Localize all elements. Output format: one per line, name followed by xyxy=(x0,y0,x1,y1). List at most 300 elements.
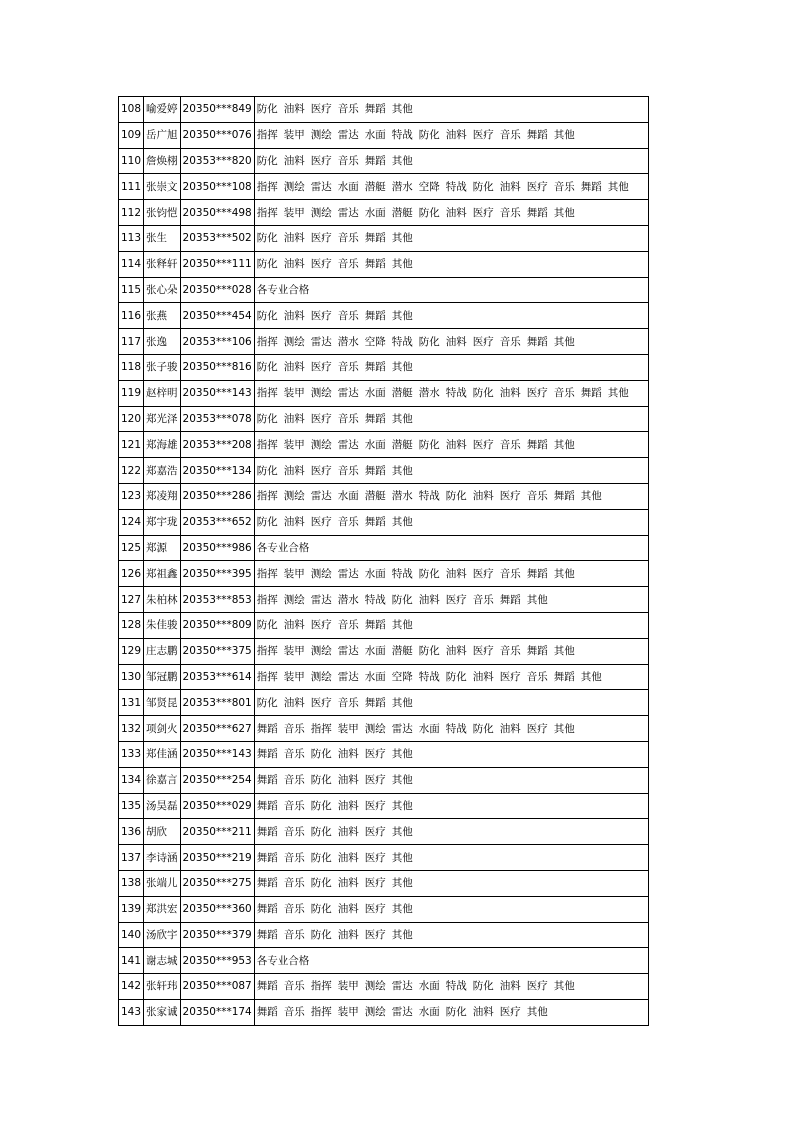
specialty-tag: 油料 xyxy=(337,825,359,838)
table-row xyxy=(119,122,649,148)
specialty-tag: 油料 xyxy=(337,928,359,941)
specialty-tag: 音乐 xyxy=(283,928,305,941)
specialty-list xyxy=(254,483,648,509)
specialty-tag: 装甲 xyxy=(283,129,305,142)
specialty-list xyxy=(254,380,648,406)
person-name: 徐嘉言 xyxy=(144,767,181,793)
specialty-tag: 水面 xyxy=(337,490,359,503)
specialty-tag: 医疗 xyxy=(499,1006,521,1019)
specialty-tag: 医疗 xyxy=(310,103,332,116)
specialty-tag: 音乐 xyxy=(499,129,521,142)
specialty-tag: 水面 xyxy=(337,180,359,193)
person-name: 汤欣宇 xyxy=(144,922,181,948)
specialty-tag: 医疗 xyxy=(310,464,332,477)
specialty-tag: 装甲 xyxy=(283,567,305,580)
specialty-tag: 其他 xyxy=(553,567,575,580)
table-row xyxy=(119,845,649,871)
row-number: 118 xyxy=(119,354,144,380)
specialty-tag: 特战 xyxy=(418,490,440,503)
table-row xyxy=(119,225,649,251)
specialty-tag: 油料 xyxy=(472,490,494,503)
specialty-tag: 其他 xyxy=(580,670,602,683)
specialty-tag: 水面 xyxy=(364,129,386,142)
specialty-tag: 音乐 xyxy=(499,206,521,219)
table-row xyxy=(119,690,649,716)
row-number: 110 xyxy=(119,148,144,174)
specialty-tag: 防化 xyxy=(256,361,278,374)
id-number: 20350***219 xyxy=(180,845,254,871)
row-number: 140 xyxy=(119,922,144,948)
specialty-tag: 医疗 xyxy=(310,619,332,632)
specialty-tag: 油料 xyxy=(472,1006,494,1019)
id-number: 20350***029 xyxy=(180,793,254,819)
id-number: 20350***108 xyxy=(180,174,254,200)
specialty-list xyxy=(254,535,648,561)
specialty-tag: 其他 xyxy=(391,928,413,941)
specialty-tag: 其他 xyxy=(391,696,413,709)
specialty-tag: 装甲 xyxy=(337,980,359,993)
specialty-tag: 舞蹈 xyxy=(364,619,386,632)
specialty-tag: 舞蹈 xyxy=(499,593,521,606)
specialty-list xyxy=(254,148,648,174)
specialty-tag: 其他 xyxy=(391,232,413,245)
specialty-tag: 医疗 xyxy=(310,361,332,374)
person-name: 张家诚 xyxy=(144,999,181,1025)
specialty-list xyxy=(254,406,648,432)
id-number: 20350***809 xyxy=(180,612,254,638)
specialty-tag: 舞蹈 xyxy=(580,387,602,400)
specialty-list xyxy=(254,664,648,690)
specialty-tag: 其他 xyxy=(391,103,413,116)
specialty-list xyxy=(254,922,648,948)
specialty-tag: 油料 xyxy=(283,154,305,167)
person-name: 项剑火 xyxy=(144,716,181,742)
id-number: 20350***286 xyxy=(180,483,254,509)
id-number: 20350***375 xyxy=(180,638,254,664)
specialty-tag: 舞蹈 xyxy=(364,696,386,709)
specialty-tag: 音乐 xyxy=(472,593,494,606)
specialty-tag: 测绘 xyxy=(283,180,305,193)
specialty-tag: 油料 xyxy=(283,258,305,271)
specialty-tag: 水面 xyxy=(418,722,440,735)
specialty-tag: 医疗 xyxy=(310,232,332,245)
specialty-tag: 其他 xyxy=(391,309,413,322)
table-row xyxy=(119,303,649,329)
specialty-list xyxy=(254,612,648,638)
specialty-tag: 其他 xyxy=(526,593,548,606)
id-number: 20350***849 xyxy=(180,97,254,123)
specialty-tag: 医疗 xyxy=(310,258,332,271)
specialty-tag: 音乐 xyxy=(337,361,359,374)
id-number: 20350***028 xyxy=(180,277,254,303)
specialty-tag: 音乐 xyxy=(337,103,359,116)
row-number: 108 xyxy=(119,97,144,123)
specialty-tag: 舞蹈 xyxy=(526,335,548,348)
specialty-tag: 音乐 xyxy=(283,877,305,890)
roster-body xyxy=(119,97,649,1026)
specialty-tag: 特战 xyxy=(445,387,467,400)
row-number: 133 xyxy=(119,741,144,767)
id-number: 20350***986 xyxy=(180,535,254,561)
table-row xyxy=(119,587,649,613)
id-number: 20353***078 xyxy=(180,406,254,432)
specialty-tag: 油料 xyxy=(337,851,359,864)
specialty-tag: 其他 xyxy=(607,180,629,193)
row-number: 125 xyxy=(119,535,144,561)
person-name: 喻爱婷 xyxy=(144,97,181,123)
specialty-tag: 防化 xyxy=(256,103,278,116)
specialty-tag: 油料 xyxy=(283,232,305,245)
specialty-list xyxy=(254,896,648,922)
specialty-list xyxy=(254,251,648,277)
id-number: 20350***379 xyxy=(180,922,254,948)
table-row xyxy=(119,638,649,664)
specialty-tag: 空降 xyxy=(364,335,386,348)
id-number: 20353***820 xyxy=(180,148,254,174)
specialty-tag: 医疗 xyxy=(472,645,494,658)
specialty-tag: 测绘 xyxy=(310,645,332,658)
specialty-list xyxy=(254,354,648,380)
table-row xyxy=(119,174,649,200)
table-row xyxy=(119,200,649,226)
table-row xyxy=(119,406,649,432)
table-row xyxy=(119,97,649,123)
specialty-tag: 特战 xyxy=(364,593,386,606)
specialty-tag: 音乐 xyxy=(283,903,305,916)
specialty-tag: 音乐 xyxy=(337,412,359,425)
table-row xyxy=(119,483,649,509)
specialty-tag: 医疗 xyxy=(472,438,494,451)
specialty-tag: 测绘 xyxy=(283,490,305,503)
row-number: 141 xyxy=(119,948,144,974)
specialty-tag: 舞蹈 xyxy=(553,490,575,503)
table-row xyxy=(119,999,649,1025)
specialty-tag: 水面 xyxy=(364,387,386,400)
id-number: 20350***076 xyxy=(180,122,254,148)
specialty-tag: 舞蹈 xyxy=(256,877,278,890)
specialty-tag: 防化 xyxy=(310,774,332,787)
row-number: 123 xyxy=(119,483,144,509)
specialty-tag: 指挥 xyxy=(256,335,278,348)
specialty-tag: 装甲 xyxy=(283,645,305,658)
specialty-list xyxy=(254,329,648,355)
specialty-tag: 指挥 xyxy=(256,670,278,683)
id-number: 20353***502 xyxy=(180,225,254,251)
specialty-tag: 水面 xyxy=(364,645,386,658)
specialty-tag: 医疗 xyxy=(445,593,467,606)
specialty-tag: 测绘 xyxy=(310,670,332,683)
person-name: 张子骏 xyxy=(144,354,181,380)
id-number: 20350***111 xyxy=(180,251,254,277)
specialty-list xyxy=(254,974,648,1000)
person-name: 张燕 xyxy=(144,303,181,329)
specialty-tag: 雷达 xyxy=(310,180,332,193)
specialty-tag: 其他 xyxy=(553,645,575,658)
specialty-tag: 舞蹈 xyxy=(256,799,278,812)
id-number: 20350***627 xyxy=(180,716,254,742)
specialty-tag: 油料 xyxy=(445,567,467,580)
specialty-tag: 各专业合格 xyxy=(256,283,310,296)
specialty-tag: 其他 xyxy=(553,980,575,993)
specialty-tag: 指挥 xyxy=(256,490,278,503)
specialty-tag: 测绘 xyxy=(283,335,305,348)
specialty-tag: 医疗 xyxy=(499,490,521,503)
specialty-tag: 油料 xyxy=(445,438,467,451)
table-row xyxy=(119,380,649,406)
specialty-tag: 油料 xyxy=(499,180,521,193)
specialty-tag: 雷达 xyxy=(391,980,413,993)
specialty-tag: 测绘 xyxy=(364,1006,386,1019)
specialty-tag: 油料 xyxy=(337,748,359,761)
specialty-tag: 医疗 xyxy=(310,412,332,425)
specialty-tag: 潜水 xyxy=(337,335,359,348)
specialty-tag: 防化 xyxy=(310,877,332,890)
table-row xyxy=(119,329,649,355)
specialty-tag: 音乐 xyxy=(337,154,359,167)
specialty-tag: 特战 xyxy=(445,180,467,193)
row-number: 130 xyxy=(119,664,144,690)
specialty-tag: 音乐 xyxy=(337,516,359,529)
table-row xyxy=(119,509,649,535)
specialty-tag: 其他 xyxy=(607,387,629,400)
row-number: 119 xyxy=(119,380,144,406)
specialty-tag: 医疗 xyxy=(526,387,548,400)
specialty-tag: 舞蹈 xyxy=(256,825,278,838)
specialty-tag: 防化 xyxy=(256,619,278,632)
specialty-list xyxy=(254,690,648,716)
specialty-list xyxy=(254,458,648,484)
specialty-tag: 舞蹈 xyxy=(580,180,602,193)
specialty-tag: 油料 xyxy=(445,129,467,142)
specialty-tag: 医疗 xyxy=(472,567,494,580)
row-number: 113 xyxy=(119,225,144,251)
specialty-tag: 舞蹈 xyxy=(364,258,386,271)
specialty-list xyxy=(254,122,648,148)
specialty-tag: 指挥 xyxy=(256,206,278,219)
specialty-tag: 测绘 xyxy=(364,980,386,993)
specialty-tag: 其他 xyxy=(391,825,413,838)
specialty-tag: 其他 xyxy=(391,619,413,632)
person-name: 詹焕栩 xyxy=(144,148,181,174)
specialty-tag: 医疗 xyxy=(364,748,386,761)
specialty-list xyxy=(254,561,648,587)
specialty-tag: 油料 xyxy=(283,516,305,529)
specialty-tag: 潜水 xyxy=(337,593,359,606)
person-name: 张端儿 xyxy=(144,870,181,896)
specialty-tag: 防化 xyxy=(418,567,440,580)
row-number: 137 xyxy=(119,845,144,871)
specialty-tag: 舞蹈 xyxy=(526,645,548,658)
specialty-tag: 指挥 xyxy=(310,1006,332,1019)
specialty-tag: 舞蹈 xyxy=(256,903,278,916)
specialty-tag: 音乐 xyxy=(499,567,521,580)
specialty-tag: 舞蹈 xyxy=(364,361,386,374)
specialty-tag: 潜艇 xyxy=(391,387,413,400)
specialty-tag: 音乐 xyxy=(283,1006,305,1019)
specialty-tag: 医疗 xyxy=(310,696,332,709)
specialty-list xyxy=(254,767,648,793)
row-number: 115 xyxy=(119,277,144,303)
specialty-tag: 指挥 xyxy=(256,387,278,400)
specialty-tag: 其他 xyxy=(391,799,413,812)
specialty-tag: 防化 xyxy=(418,206,440,219)
specialty-tag: 防化 xyxy=(310,928,332,941)
specialty-tag: 防化 xyxy=(418,129,440,142)
id-number: 20350***143 xyxy=(180,741,254,767)
table-row xyxy=(119,664,649,690)
specialty-tag: 其他 xyxy=(391,851,413,864)
person-name: 邹冠鹏 xyxy=(144,664,181,690)
specialty-tag: 防化 xyxy=(256,154,278,167)
row-number: 134 xyxy=(119,767,144,793)
specialty-tag: 舞蹈 xyxy=(364,103,386,116)
id-number: 20350***275 xyxy=(180,870,254,896)
specialty-tag: 测绘 xyxy=(310,129,332,142)
specialty-tag: 水面 xyxy=(418,980,440,993)
roster-table xyxy=(118,96,649,1026)
specialty-tag: 潜艇 xyxy=(391,645,413,658)
specialty-tag: 测绘 xyxy=(364,722,386,735)
specialty-tag: 水面 xyxy=(364,206,386,219)
person-name: 郑源 xyxy=(144,535,181,561)
person-name: 张钧恺 xyxy=(144,200,181,226)
specialty-list xyxy=(254,303,648,329)
specialty-tag: 潜水 xyxy=(391,180,413,193)
specialty-tag: 其他 xyxy=(391,154,413,167)
table-row xyxy=(119,354,649,380)
id-number: 20350***211 xyxy=(180,819,254,845)
specialty-tag: 潜艇 xyxy=(364,490,386,503)
specialty-tag: 装甲 xyxy=(283,438,305,451)
person-name: 张释轩 xyxy=(144,251,181,277)
specialty-tag: 雷达 xyxy=(337,206,359,219)
specialty-tag: 舞蹈 xyxy=(364,464,386,477)
person-name: 汤昊磊 xyxy=(144,793,181,819)
specialty-tag: 特战 xyxy=(418,670,440,683)
specialty-tag: 雷达 xyxy=(337,387,359,400)
specialty-tag: 测绘 xyxy=(310,567,332,580)
specialty-tag: 水面 xyxy=(364,670,386,683)
table-row xyxy=(119,896,649,922)
specialty-tag: 油料 xyxy=(283,103,305,116)
table-row xyxy=(119,458,649,484)
specialty-tag: 舞蹈 xyxy=(256,722,278,735)
specialty-tag: 舞蹈 xyxy=(364,516,386,529)
id-number: 20350***395 xyxy=(180,561,254,587)
specialty-tag: 其他 xyxy=(526,1006,548,1019)
specialty-tag: 油料 xyxy=(283,309,305,322)
specialty-tag: 防化 xyxy=(445,1006,467,1019)
specialty-tag: 音乐 xyxy=(337,309,359,322)
person-name: 岳广旭 xyxy=(144,122,181,148)
specialty-tag: 防化 xyxy=(391,593,413,606)
specialty-tag: 防化 xyxy=(472,980,494,993)
specialty-tag: 音乐 xyxy=(553,180,575,193)
person-name: 郑祖鑫 xyxy=(144,561,181,587)
row-number: 114 xyxy=(119,251,144,277)
specialty-list xyxy=(254,845,648,871)
specialty-tag: 测绘 xyxy=(310,387,332,400)
specialty-tag: 音乐 xyxy=(283,980,305,993)
id-number: 20350***454 xyxy=(180,303,254,329)
person-name: 朱佳骏 xyxy=(144,612,181,638)
table-row xyxy=(119,922,649,948)
specialty-tag: 音乐 xyxy=(283,748,305,761)
person-name: 张崇文 xyxy=(144,174,181,200)
specialty-tag: 雷达 xyxy=(337,567,359,580)
person-name: 郑宇珑 xyxy=(144,509,181,535)
table-row xyxy=(119,535,649,561)
id-number: 20350***498 xyxy=(180,200,254,226)
specialty-tag: 油料 xyxy=(418,593,440,606)
specialty-tag: 特战 xyxy=(391,335,413,348)
specialty-tag: 其他 xyxy=(580,490,602,503)
row-number: 121 xyxy=(119,432,144,458)
specialty-tag: 医疗 xyxy=(526,980,548,993)
specialty-list xyxy=(254,587,648,613)
id-number: 20350***143 xyxy=(180,380,254,406)
specialty-list xyxy=(254,741,648,767)
specialty-tag: 其他 xyxy=(391,412,413,425)
specialty-tag: 音乐 xyxy=(499,438,521,451)
specialty-tag: 其他 xyxy=(391,774,413,787)
specialty-tag: 油料 xyxy=(445,645,467,658)
specialty-tag: 油料 xyxy=(283,361,305,374)
id-number: 20350***254 xyxy=(180,767,254,793)
specialty-tag: 医疗 xyxy=(310,516,332,529)
specialty-list xyxy=(254,225,648,251)
specialty-tag: 空降 xyxy=(418,180,440,193)
specialty-tag: 舞蹈 xyxy=(526,438,548,451)
id-number: 20353***652 xyxy=(180,509,254,535)
specialty-tag: 舞蹈 xyxy=(526,567,548,580)
person-name: 胡欣 xyxy=(144,819,181,845)
id-number: 20353***853 xyxy=(180,587,254,613)
specialty-tag: 潜艇 xyxy=(391,206,413,219)
specialty-tag: 医疗 xyxy=(364,903,386,916)
specialty-tag: 指挥 xyxy=(256,645,278,658)
specialty-list xyxy=(254,200,648,226)
specialty-tag: 舞蹈 xyxy=(256,980,278,993)
specialty-tag: 舞蹈 xyxy=(364,154,386,167)
specialty-tag: 医疗 xyxy=(526,722,548,735)
row-number: 143 xyxy=(119,999,144,1025)
specialty-tag: 防化 xyxy=(445,490,467,503)
specialty-tag: 舞蹈 xyxy=(256,774,278,787)
specialty-tag: 医疗 xyxy=(472,206,494,219)
specialty-tag: 装甲 xyxy=(337,722,359,735)
person-name: 郑佳涵 xyxy=(144,741,181,767)
row-number: 109 xyxy=(119,122,144,148)
specialty-tag: 雷达 xyxy=(337,645,359,658)
specialty-tag: 雷达 xyxy=(310,490,332,503)
specialty-tag: 其他 xyxy=(391,464,413,477)
specialty-tag: 舞蹈 xyxy=(364,412,386,425)
specialty-tag: 舞蹈 xyxy=(526,129,548,142)
id-number: 20350***360 xyxy=(180,896,254,922)
specialty-tag: 其他 xyxy=(553,335,575,348)
specialty-tag: 水面 xyxy=(364,438,386,451)
specialty-tag: 舞蹈 xyxy=(364,309,386,322)
table-row xyxy=(119,767,649,793)
row-number: 131 xyxy=(119,690,144,716)
specialty-tag: 音乐 xyxy=(283,825,305,838)
row-number: 116 xyxy=(119,303,144,329)
specialty-list xyxy=(254,432,648,458)
row-number: 111 xyxy=(119,174,144,200)
id-number: 20353***801 xyxy=(180,690,254,716)
specialty-tag: 舞蹈 xyxy=(256,851,278,864)
